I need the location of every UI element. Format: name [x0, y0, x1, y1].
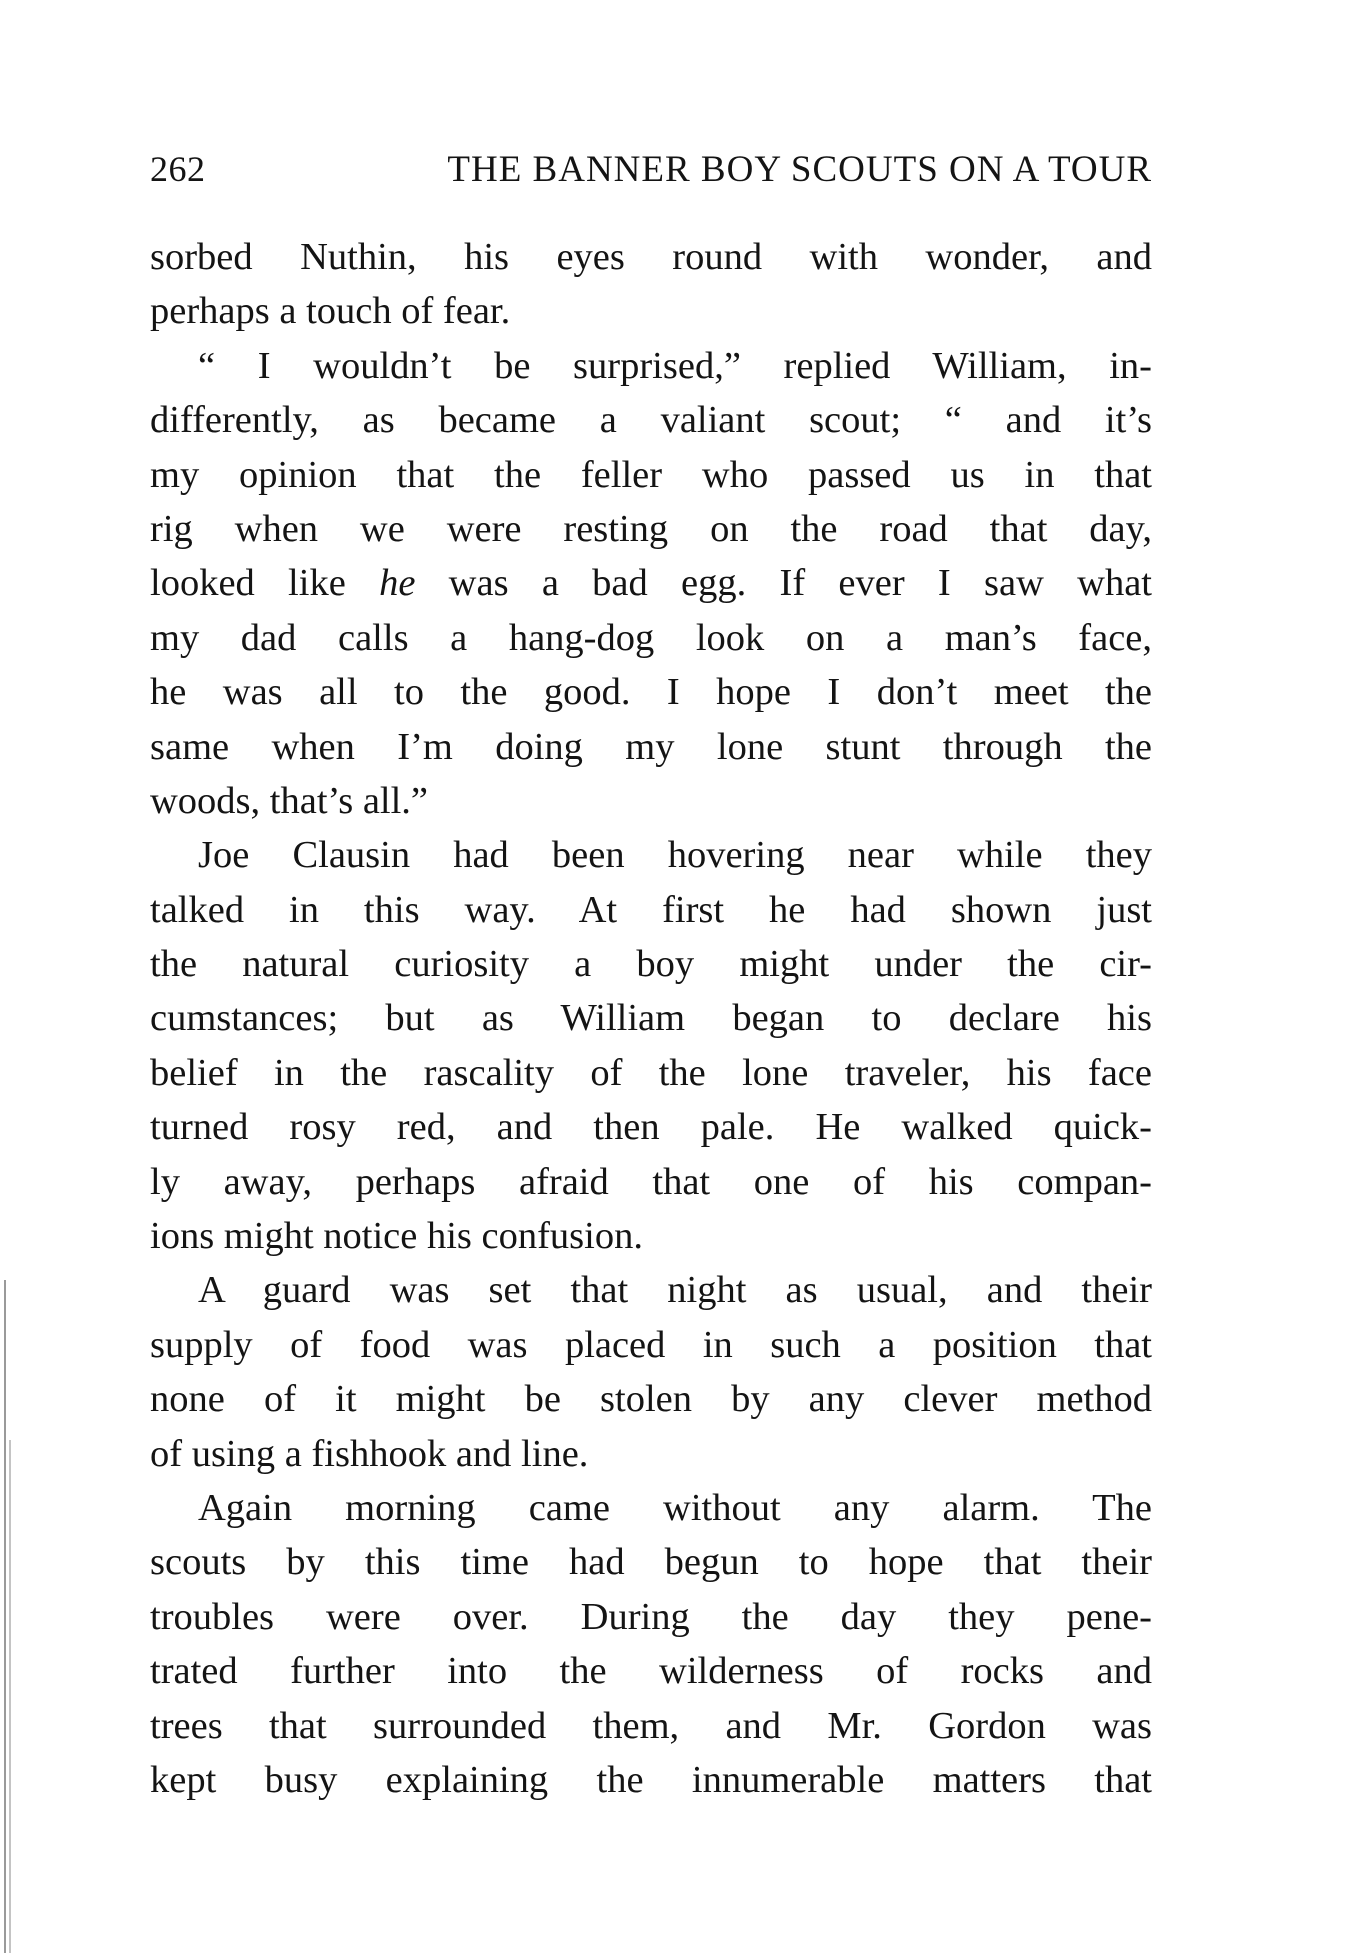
- text-line: talked in this way. At first he had shown just: [150, 888, 1152, 931]
- body-text: [150, 230, 1152, 1807]
- running-head: [150, 148, 1152, 198]
- text-line: trees that surrounded them, and Mr. Gordon was: [150, 1704, 1152, 1747]
- text-line: cumstances; but as William began to declare his: [150, 997, 1152, 1040]
- text-line: he was all to the good. I hope I don’t meet the: [150, 671, 1152, 714]
- text-line: turned rosy red, and then pale. He walked quick-: [150, 1106, 1152, 1149]
- text-line: my dad calls a hang-dog look on a man’s face,: [150, 616, 1152, 659]
- text-line: belief in the rascality of the lone traveler, his face: [150, 1051, 1152, 1094]
- text-line: sorbed Nuthin, his eyes round with wonder, and: [150, 236, 1152, 278]
- page-number: 262: [150, 149, 206, 189]
- text-line: Again morning came without any alarm. The: [198, 1486, 1152, 1529]
- text-line: perhaps a touch of fear.: [150, 290, 511, 333]
- text-line: woods, that’s all.”: [150, 779, 429, 822]
- text-line: the natural curiosity a boy might under the cir-: [150, 943, 1152, 986]
- text-line: my opinion that the feller who passed us in that: [150, 453, 1152, 496]
- text-line: differently, as became a valiant scout; “ and it’s: [150, 399, 1152, 442]
- text-line: of using a fishhook and line.: [150, 1432, 589, 1475]
- text-line: ly away, perhaps afraid that one of his compan-: [150, 1160, 1152, 1203]
- text-line: “ I wouldn’t be surprised,” replied William, in-: [198, 344, 1152, 387]
- binding-gutter-line: [4, 1280, 6, 1953]
- text-line: supply of food was placed in such a position that: [150, 1323, 1152, 1366]
- text-line: same when I’m doing my lone stunt through the: [150, 725, 1152, 768]
- text-line: Joe Clausin had been hovering near while they: [198, 834, 1152, 877]
- text-line: scouts by this time had begun to hope that their: [150, 1541, 1152, 1584]
- text-line: troubles were over. During the day they pene-: [150, 1595, 1152, 1638]
- running-title: THE BANNER BOY SCOUTS ON A TOUR: [447, 149, 1152, 190]
- text-line: none of it might be stolen by any clever method: [150, 1378, 1152, 1421]
- text-line: kept busy explaining the innumerable matters that: [150, 1758, 1152, 1801]
- text-line: ions might notice his confusion.: [150, 1215, 643, 1258]
- text-line: rig when we were resting on the road that day,: [150, 507, 1152, 550]
- emphasized-word: he: [379, 562, 416, 605]
- text-line: looked like he was a bad egg. If ever I saw what: [150, 562, 1152, 605]
- text-line: A guard was set that night as usual, and their: [198, 1269, 1152, 1312]
- binding-gutter-line: [9, 1440, 11, 1953]
- text-line: trated further into the wilderness of rocks and: [150, 1650, 1152, 1693]
